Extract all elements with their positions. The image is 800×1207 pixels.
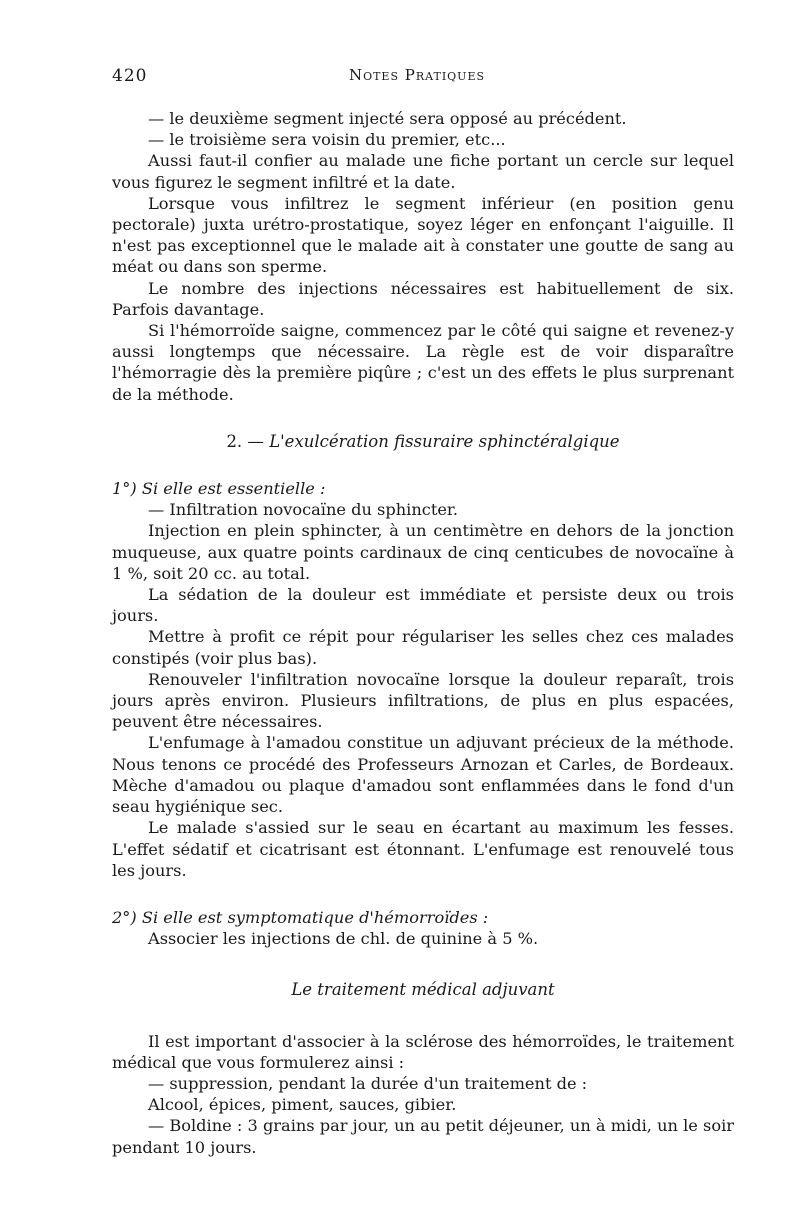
page-body (112, 108, 734, 1158)
text-line: — Infiltration novocaïne du sphincter. (148, 500, 459, 520)
paragraph: Lorsque vous infiltrez le segment inférieur (en position genu pectorale) juxta urétro-prostatique, soyez léger en enfonçant l'aiguille. Il n'est pas exceptionnel que le malade ait à constater une goutte de sang au méat ou dans son sperme. (112, 193, 734, 277)
paragraph: L'enfumage à l'amadou constitue un adjuvant précieux de la méthode. Nous tenons ce procédé des Professeurs Arnozan et Carles, de Bordeaux. Mèche d'amadou ou plaque d'amadou sont enflammées dans le fond d'un seau hygiénique sec. (112, 733, 734, 817)
paragraph: Il est important d'associer à la sclérose des hémorroïdes, le traitement médical que vous formulerez ainsi : (112, 1031, 734, 1072)
section-number: 2. — (226, 431, 264, 451)
text-line: Alcool, épices, piment, sauces, gibier. (148, 1095, 457, 1115)
text-line: — le deuxième segment injecté sera opposé au précédent. (148, 109, 627, 128)
paragraph: Si l'hémorroïde saigne, commencez par le côté qui saigne et revenez-y aussi longtemps que nécessaire. La règle est de voir disparaître l'hémorragie dès la première piqûre ; c'est un des effets le plus surprenant de la méthode. (112, 321, 734, 404)
paragraph: La sédation de la douleur est immédiate et persiste deux ou trois jours. (112, 585, 734, 626)
page-number: 420 (112, 66, 148, 86)
running-head: Notes Pratiques (348, 66, 486, 84)
subsection-label: 1°) Si elle est essentielle : (112, 479, 326, 499)
page-header (112, 66, 722, 90)
paragraph: Aussi faut-il confier au malade une fiche portant un cercle sur lequel vous figurez le segment infiltré et la date. (112, 151, 734, 192)
section-title: L'exulcération fissuraire sphinctéralgique (269, 431, 620, 451)
section-heading: Le traitement médical adjuvant (291, 980, 555, 1000)
section-heading (112, 431, 734, 452)
subsection-label: 2°) Si elle est symptomatique d'hémorroïdes : (112, 907, 489, 927)
paragraph: Le malade s'assied sur le seau en écartant au maximum les fesses. L'effet sédatif et cicatrisant est étonnant. L'enfumage est renouvelé tous les jours. (112, 818, 734, 880)
paragraph: Renouveler l'infiltration novocaïne lorsque la douleur reparaît, trois jours après environ. Plusieurs infiltrations, de plus en plus espacées, peuvent être nécessaires. (112, 669, 734, 732)
text-line: Associer les injections de chl. de quinine à 5 %. (148, 929, 539, 949)
text-line: — suppression, pendant la durée d'un traitement de : (148, 1073, 588, 1093)
paragraph: Mettre à profit ce répit pour régulariser les selles chez ces malades constipés (voir plus bas). (112, 627, 734, 668)
text-line: — le troisième sera voisin du premier, etc... (148, 130, 506, 150)
paragraph: Le nombre des injections nécessaires est habituellement de six. Parfois davantage. (112, 278, 734, 319)
paragraph: Injection en plein sphincter, à un centimètre en dehors de la jonction muqueuse, aux quatre points cardinaux de cinq centicubes de novocaïne à 1 %, soit 20 cc. au total. (112, 521, 734, 583)
paragraph: — Boldine : 3 grains par jour, un au petit déjeuner, un à midi, un le soir pendant 10 jours. (112, 1116, 734, 1157)
